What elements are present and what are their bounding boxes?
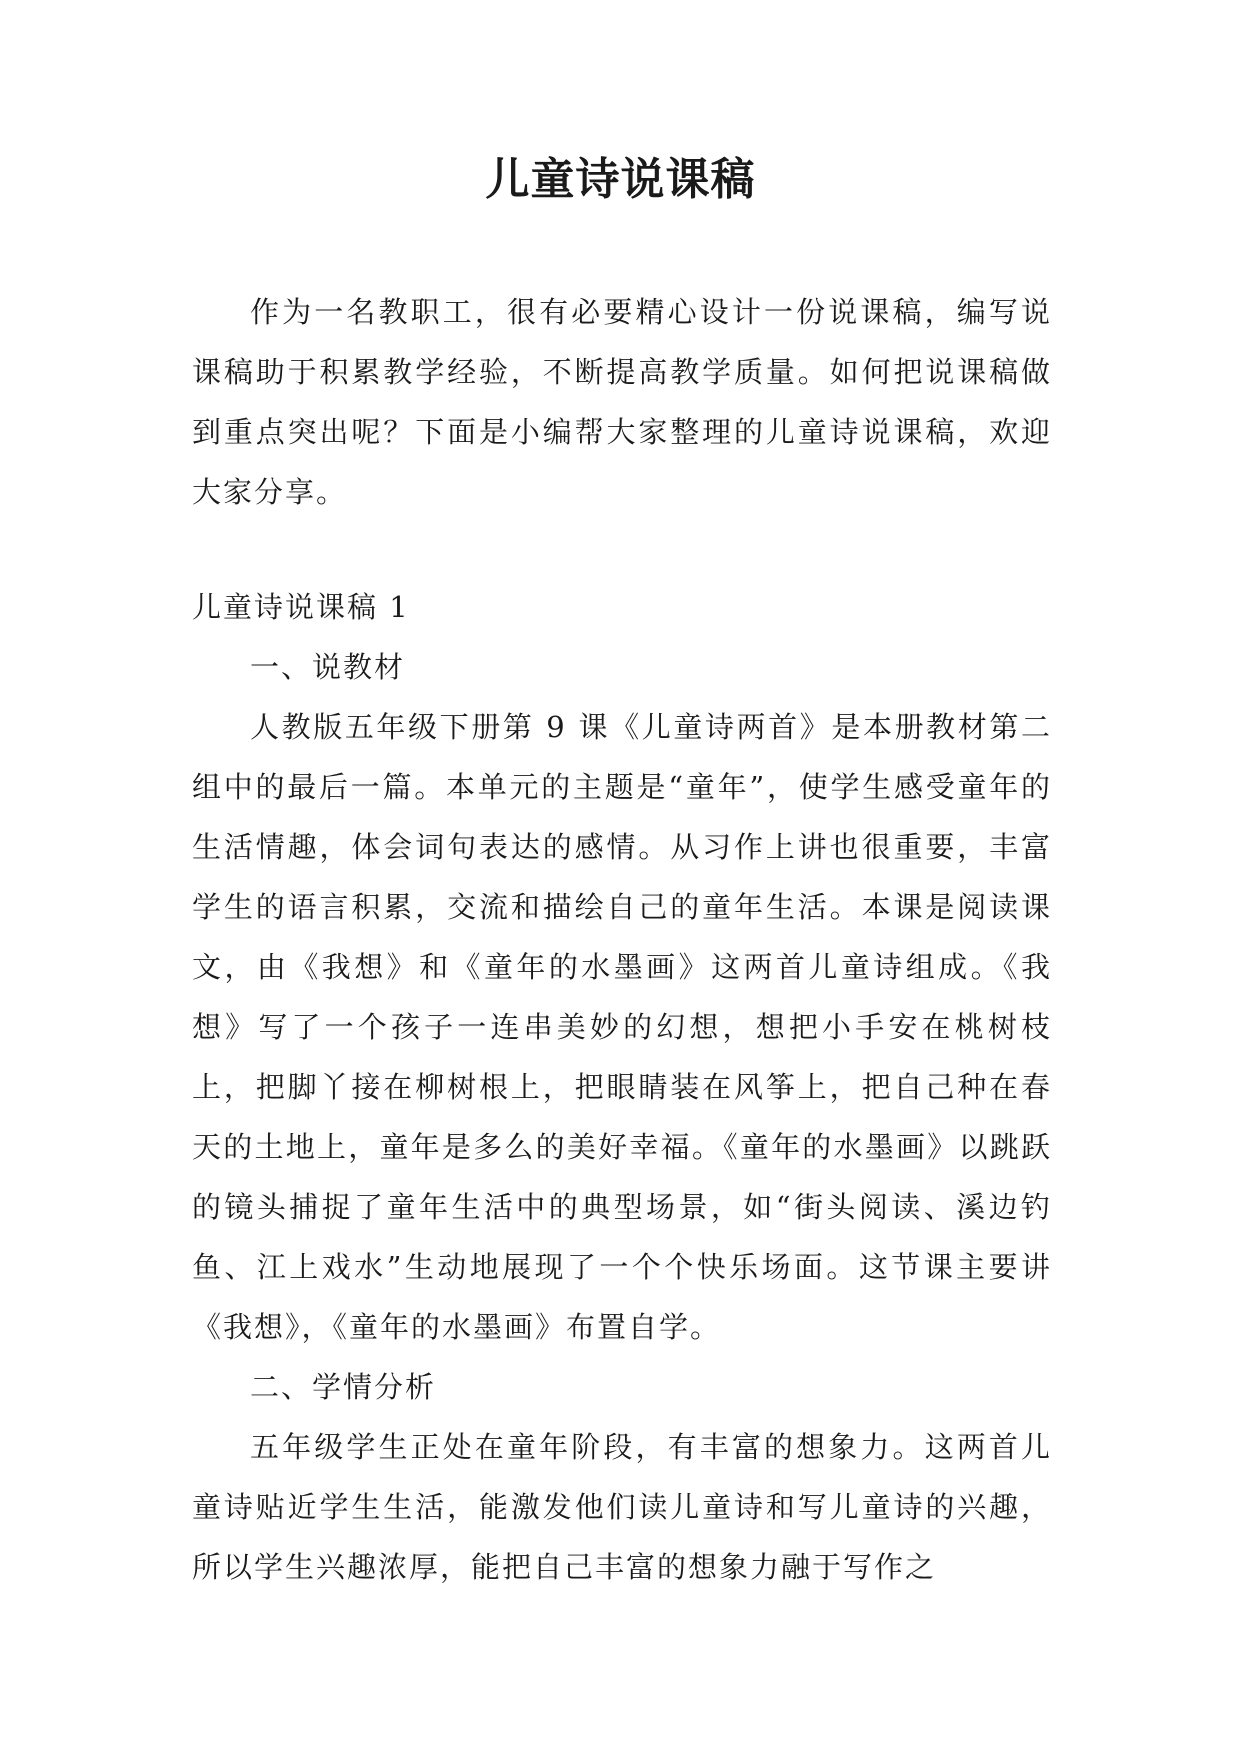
heading-student-analysis: 二、学情分析 (250, 1370, 437, 1404)
heading-teaching-material: 一、说教材 (250, 650, 406, 684)
section-title: 儿童诗说课稿 1 (192, 590, 410, 624)
document-title: 儿童诗说课稿 (485, 154, 756, 205)
paragraph-teaching-material: 人教版五年级下册第 9 课《儿童诗两首》是本册教材第二组中的最后一篇。本单元的主题是“童年”，使学生感受童年的生活情趣，体会词句表达的感情。从习作上讲也很重要，丰富学生的语言积累，交流和描绘自己的童年生活。本课是阅读课文，由《我想》和《童年的水墨画》这两首儿童诗组成。《我想》写了一个孩子一连串美妙的幻想，想把小手安在桃树枝上，把脚丫接在柳树根上，把眼睛装在风筝上，把自己种在春天的土地上，童年是多么的美好幸福。《童年的水墨画》以跳跃的镜头捕捉了童年生活中的典型场景，如“街头阅读、溪边钓鱼、江上戏水”生动地展现了一个个快乐场面。这节课主要讲《我想》，《童年的水墨画》布置自学。 (192, 710, 1052, 1344)
intro-paragraph: 作为一名教职工，很有必要精心设计一份说课稿，编写说课稿助于积累教学经验，不断提高教学质量。如何把说课稿做到重点突出呢？下面是小编帮大家整理的儿童诗说课稿，欢迎大家分享。 (192, 295, 1052, 509)
main-content (192, 577, 1052, 1597)
paragraph-student-analysis: 五年级学生正处在童年阶段，有丰富的想象力。这两首儿童诗贴近学生生活，能激发他们读儿童诗和写儿童诗的兴趣，所以学生兴趣浓厚，能把自己丰富的想象力融于写作之 (192, 1430, 1052, 1584)
intro-block (192, 282, 1052, 522)
